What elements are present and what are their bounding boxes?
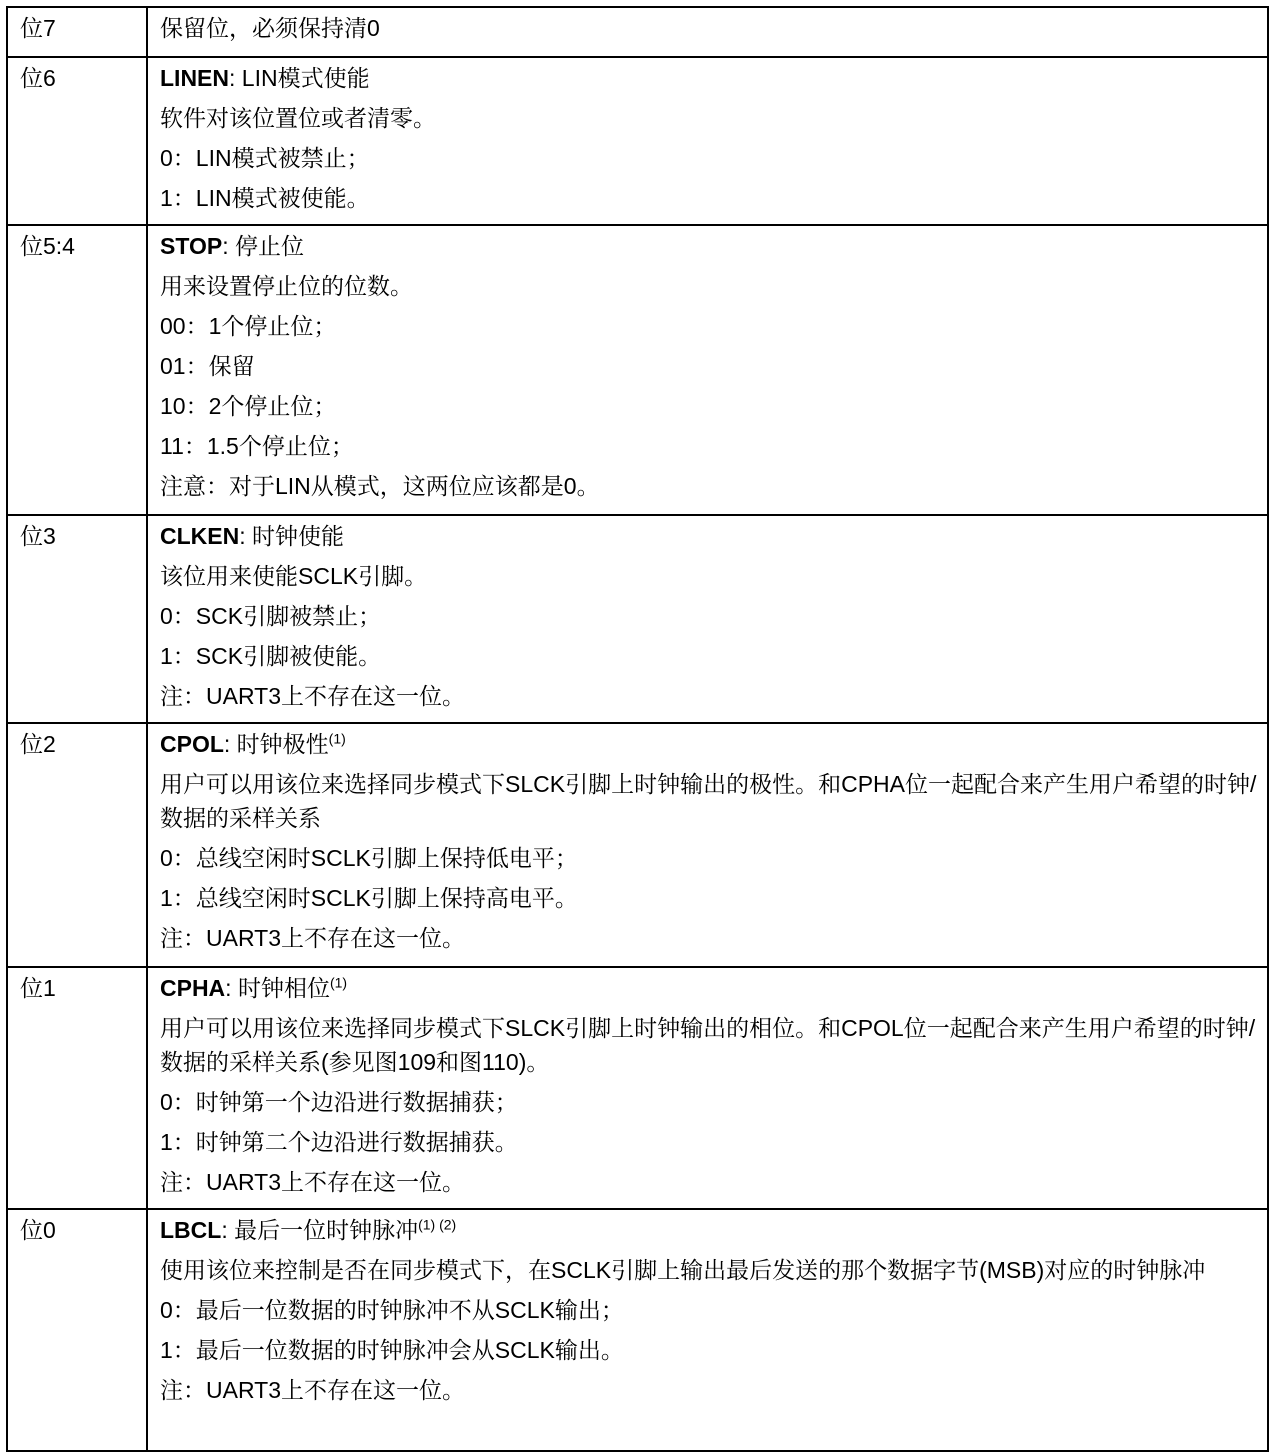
bit-label: 位1 — [20, 975, 56, 1001]
description-cell — [147, 967, 1268, 1209]
field-title: : 时钟相位 — [225, 975, 330, 1001]
field-heading — [160, 724, 1259, 764]
table-row — [7, 515, 1268, 723]
bit-cell — [7, 57, 147, 225]
footnote-marker: (1) — [329, 974, 348, 991]
description-line: 01：保留 — [160, 353, 255, 379]
description-line: 1：最后一位数据的时钟脉冲会从SCLK输出。 — [160, 1337, 624, 1363]
field-heading — [160, 1210, 1259, 1250]
field-title: : 时钟极性 — [223, 731, 329, 757]
bit-label: 位2 — [20, 731, 56, 757]
description-line: 11：1.5个停止位； — [160, 433, 354, 459]
description-line: 保留位，必须保持清0 — [160, 15, 380, 41]
field-heading — [160, 968, 1259, 1008]
description-line: 注：UART3上不存在这一位。 — [160, 1377, 465, 1403]
bit-cell — [7, 7, 147, 57]
description-cell — [147, 1209, 1268, 1451]
field-heading — [160, 58, 1259, 98]
description-line: 0：总线空闲时SCLK引脚上保持低电平； — [160, 845, 578, 871]
description-line: 0：最后一位数据的时钟脉冲不从SCLK输出； — [160, 1297, 624, 1323]
description-line: 该位用来使能SCLK引脚。 — [160, 563, 428, 589]
field-title: : LIN模式使能 — [229, 65, 370, 91]
description-line: 1：LIN模式被使能。 — [160, 185, 370, 211]
table-row — [7, 723, 1268, 967]
description-line: 注：UART3上不存在这一位。 — [160, 683, 465, 709]
bit-label: 位5:4 — [20, 233, 75, 259]
description-line: 注意：对于LIN从模式，这两位应该都是0。 — [160, 473, 600, 499]
field-heading — [160, 516, 1259, 556]
description-line: 注：UART3上不存在这一位。 — [160, 925, 465, 951]
footnote-marker: (1) — [328, 730, 346, 747]
field-name: LBCL — [160, 1217, 222, 1243]
description-line: 1：总线空闲时SCLK引脚上保持高电平。 — [160, 885, 578, 911]
field-name: CPOL — [160, 731, 224, 757]
description-line: 00：1个停止位； — [160, 313, 337, 339]
description-cell — [147, 7, 1268, 57]
description-line: 10：2个停止位； — [160, 393, 337, 419]
field-title: : 时钟使能 — [239, 523, 345, 549]
bit-cell — [7, 225, 147, 515]
description-paragraph: 用户可以用该位来选择同步模式下SLCK引脚上时钟输出的极性。和CPHA位一起配合来产生用户希望的时钟/数据的采样关系 — [160, 771, 1257, 831]
field-name: CPHA — [160, 975, 226, 1001]
bit-label: 位3 — [20, 523, 56, 549]
field-name: LINEN — [160, 65, 229, 91]
description-cell — [147, 515, 1268, 723]
table-row — [7, 1209, 1268, 1451]
description-cell — [147, 723, 1268, 967]
register-bit-table — [6, 6, 1269, 1452]
description-cell — [147, 57, 1268, 225]
table-row — [7, 7, 1268, 57]
field-title: : 最后一位时钟脉冲 — [221, 1217, 419, 1243]
description-line: 1：SCK引脚被使能。 — [160, 643, 382, 669]
bit-label: 位0 — [20, 1217, 56, 1243]
table-row — [7, 225, 1268, 515]
description-line: 0：SCK引脚被禁止； — [160, 603, 382, 629]
description-line: 1：时钟第二个边沿进行数据捕获。 — [160, 1129, 518, 1155]
bit-cell — [7, 967, 147, 1209]
field-name: CLKEN — [160, 523, 240, 549]
field-name: STOP — [160, 233, 223, 259]
bit-label: 位6 — [20, 65, 56, 91]
description-cell — [147, 225, 1268, 515]
description-line: 0：时钟第一个边沿进行数据捕获； — [160, 1089, 518, 1115]
bit-cell — [7, 515, 147, 723]
footnote-marker: (1) (2) — [418, 1216, 457, 1233]
table-row — [7, 967, 1268, 1209]
bit-cell — [7, 1209, 147, 1451]
table-row — [7, 57, 1268, 225]
field-heading — [160, 226, 1259, 266]
description-line: 软件对该位置位或者清零。 — [160, 105, 436, 131]
field-title: : 停止位 — [222, 233, 304, 259]
bit-label: 位7 — [20, 15, 56, 41]
description-paragraph: 使用该位来控制是否在同步模式下，在SCLK引脚上输出最后发送的那个数据字节(MSB)对应的时钟脉冲 — [160, 1257, 1206, 1283]
description-paragraph: 用户可以用该位来选择同步模式下SLCK引脚上时钟输出的相位。和CPOL位一起配合来产生用户希望的时钟/数据的采样关系(参见图109和图110)。 — [160, 1015, 1256, 1075]
bit-cell — [7, 723, 147, 967]
description-line: 注：UART3上不存在这一位。 — [160, 1169, 465, 1195]
description-line: 用来设置停止位的位数。 — [160, 273, 413, 299]
description-line: 0：LIN模式被禁止； — [160, 145, 370, 171]
